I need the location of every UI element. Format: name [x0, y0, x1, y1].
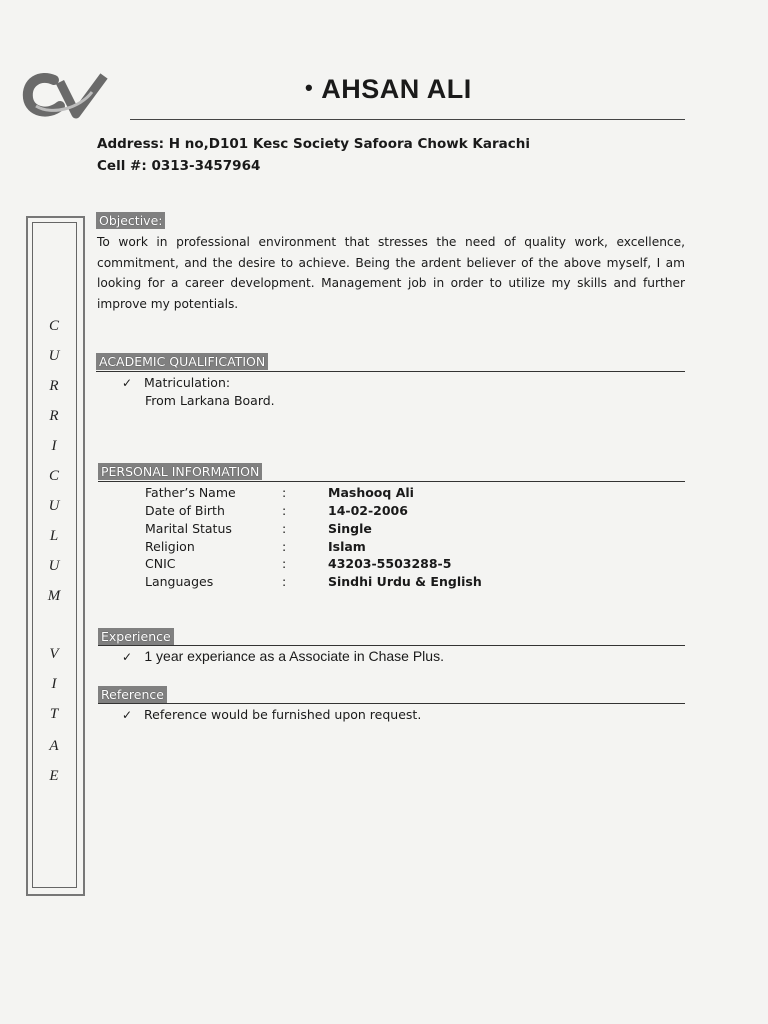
academic-divider	[96, 371, 685, 372]
check-icon: ✓	[122, 376, 133, 390]
info-row	[145, 574, 545, 592]
objective-heading: Objective:	[96, 212, 165, 229]
info-label: Religion	[145, 539, 195, 554]
reference-heading: Reference	[98, 686, 167, 703]
side-letter: C	[48, 318, 59, 334]
objective-text: To work in professional environment that stresses the need of quality work, excellence, commitment, and the desire to achieve. Being the ardent believer of the above myself, I am looking for a career development. Management job in order to utilize my skills and further improve my potentials.	[97, 235, 685, 311]
reference-item-text: Reference would be furnished upon request.	[144, 707, 422, 722]
side-letter: I	[51, 438, 57, 454]
experience-item-text: 1 year experiance as a Associate in Chase Plus.	[144, 648, 444, 664]
experience-divider	[98, 645, 685, 646]
info-value: Mashooq Ali	[328, 485, 414, 500]
info-separator: :	[282, 574, 287, 589]
side-letter: R	[49, 378, 59, 394]
header-divider	[130, 119, 685, 120]
side-letter: M	[47, 588, 61, 604]
cv-logo	[22, 70, 108, 122]
side-letter: C	[48, 468, 59, 484]
address-value: H no,D101 Kesc Society Safoora Chowk Karachi	[168, 136, 530, 152]
side-letter: T	[49, 706, 59, 722]
candidate-name	[305, 74, 472, 105]
info-label: Marital Status	[145, 521, 232, 536]
info-label: CNIC	[145, 556, 176, 571]
side-letter: U	[48, 348, 60, 364]
info-row	[145, 556, 545, 574]
name-text: AHSAN ALI	[321, 74, 472, 104]
info-value: Single	[328, 521, 372, 536]
info-value: Sindhi Urdu & English	[328, 574, 482, 589]
side-letter: L	[49, 528, 59, 544]
address-line	[97, 136, 530, 152]
academic-detail: From Larkana Board.	[145, 393, 275, 408]
info-label: Date of Birth	[145, 503, 225, 518]
info-separator: :	[282, 485, 287, 500]
check-icon: ✓	[122, 708, 133, 722]
cell-line	[97, 158, 260, 174]
personal-heading: PERSONAL INFORMATION	[98, 463, 262, 480]
info-separator: :	[282, 521, 287, 536]
info-value: 14-02-2006	[328, 503, 408, 518]
academic-item	[122, 375, 230, 390]
info-separator: :	[282, 503, 287, 518]
side-letter: R	[49, 408, 59, 424]
experience-heading: Experience	[98, 628, 174, 645]
address-label: Address:	[97, 136, 165, 152]
academic-item-text: Matriculation:	[144, 375, 231, 390]
reference-divider	[98, 703, 685, 704]
side-letter: A	[49, 738, 59, 754]
check-icon: ✓	[122, 650, 133, 664]
experience-item	[122, 648, 444, 665]
info-separator: :	[282, 556, 287, 571]
info-row	[145, 521, 545, 539]
info-row	[145, 503, 545, 521]
info-row	[145, 485, 545, 503]
reference-item	[122, 707, 421, 722]
side-letter: E	[49, 768, 59, 784]
side-letter: I	[51, 676, 57, 692]
info-value: 43203-5503288-5	[328, 556, 452, 571]
name-bullet: •	[305, 75, 314, 100]
cell-label: Cell #:	[97, 158, 147, 174]
info-separator: :	[282, 539, 287, 554]
side-letter: U	[48, 498, 60, 514]
info-label: Languages	[145, 574, 214, 589]
info-value: Islam	[328, 539, 366, 554]
academic-heading: ACADEMIC QUALIFICATION	[96, 353, 268, 370]
personal-divider	[98, 481, 685, 482]
side-letter: V	[49, 646, 59, 662]
info-label: Father’s Name	[145, 485, 236, 500]
side-letter: U	[48, 558, 60, 574]
cell-value: 0313-3457964	[151, 158, 261, 174]
info-row	[145, 539, 545, 557]
